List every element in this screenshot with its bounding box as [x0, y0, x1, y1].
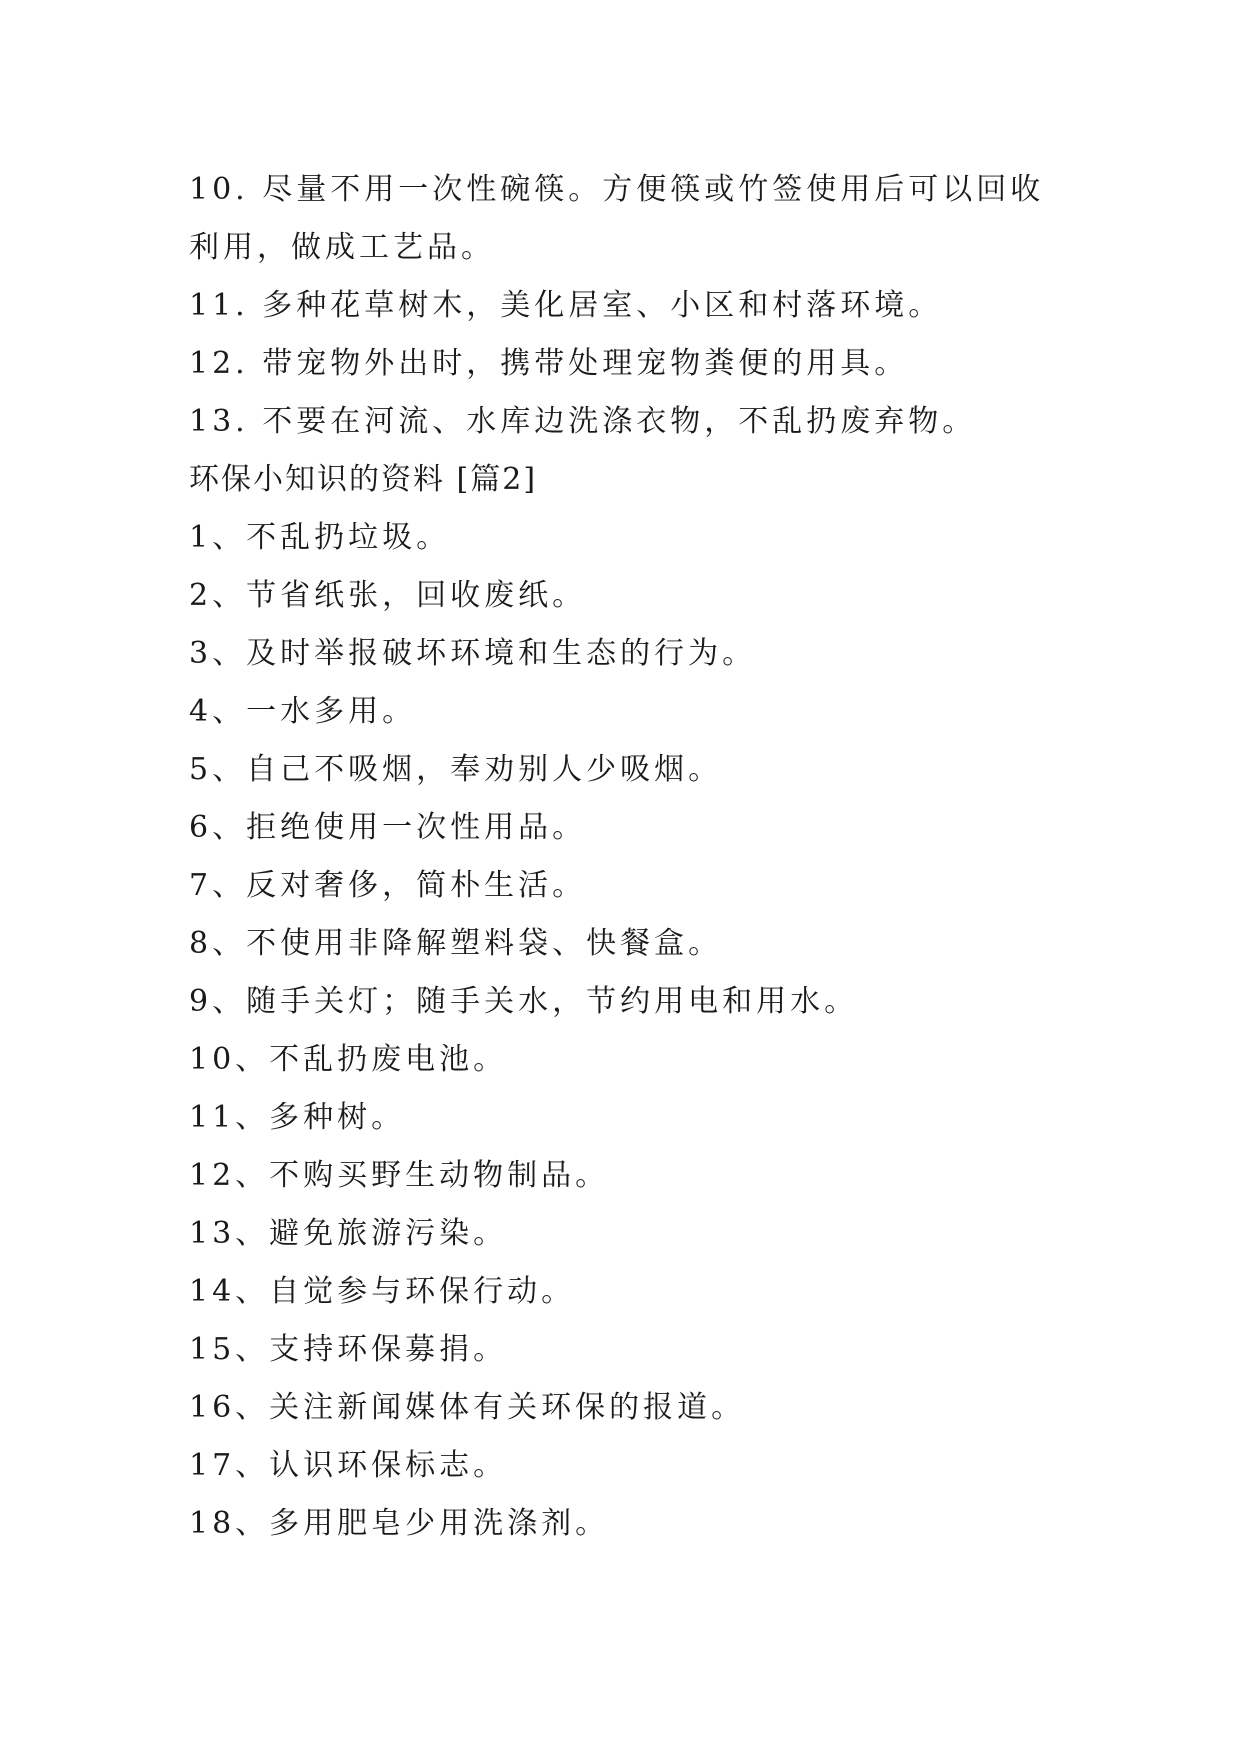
- list-item: 15、支持环保募捐。: [189, 1332, 508, 1367]
- list-item: 6、拒绝使用一次性用品。: [189, 810, 587, 845]
- section1-item-13: 13. 不要在河流、水库边洗涤衣物，不乱扔废弃物。: [189, 404, 977, 439]
- list-item: 3、及时举报破坏环境和生态的行为。: [189, 636, 757, 671]
- list-item: 8、不使用非降解塑料袋、快餐盒。: [189, 926, 723, 961]
- list-item: 17、认识环保标志。: [189, 1448, 508, 1483]
- list-item: 18、多用肥皂少用洗涤剂。: [189, 1506, 610, 1541]
- section1-item-12: 12. 带宠物外出时，携带处理宠物粪便的用具。: [189, 346, 909, 381]
- list-item: 4、一水多用。: [189, 694, 417, 729]
- list-item: 7、反对奢侈，简朴生活。: [189, 868, 587, 903]
- list-item: 2、节省纸张，回收废纸。: [189, 578, 587, 613]
- section2-list: [189, 509, 1069, 1553]
- document-body: [189, 161, 1069, 1553]
- list-item: 9、随手关灯；随手关水，节约用电和用水。: [189, 984, 859, 1019]
- list-item: 1、不乱扔垃圾。: [189, 520, 451, 555]
- section1-item-10: 10. 尽量不用一次性碗筷。方便筷或竹签使用后可以回收利用，做成工艺品。: [189, 172, 1045, 265]
- list-item: 16、关注新闻媒体有关环保的报道。: [189, 1390, 746, 1425]
- section1-item-11: 11. 多种花草树木，美化居室、小区和村落环境。: [189, 288, 943, 323]
- section2-title: 环保小知识的资料 [篇2]: [189, 462, 538, 497]
- list-item: 5、自己不吸烟，奉劝别人少吸烟。: [189, 752, 723, 787]
- list-item: 14、自觉参与环保行动。: [189, 1274, 576, 1309]
- list-item: 11、多种树。: [189, 1100, 406, 1135]
- list-item: 13、避免旅游污染。: [189, 1216, 508, 1251]
- list-item: 12、不购买野生动物制品。: [189, 1158, 610, 1193]
- list-item: 10、不乱扔废电池。: [189, 1042, 508, 1077]
